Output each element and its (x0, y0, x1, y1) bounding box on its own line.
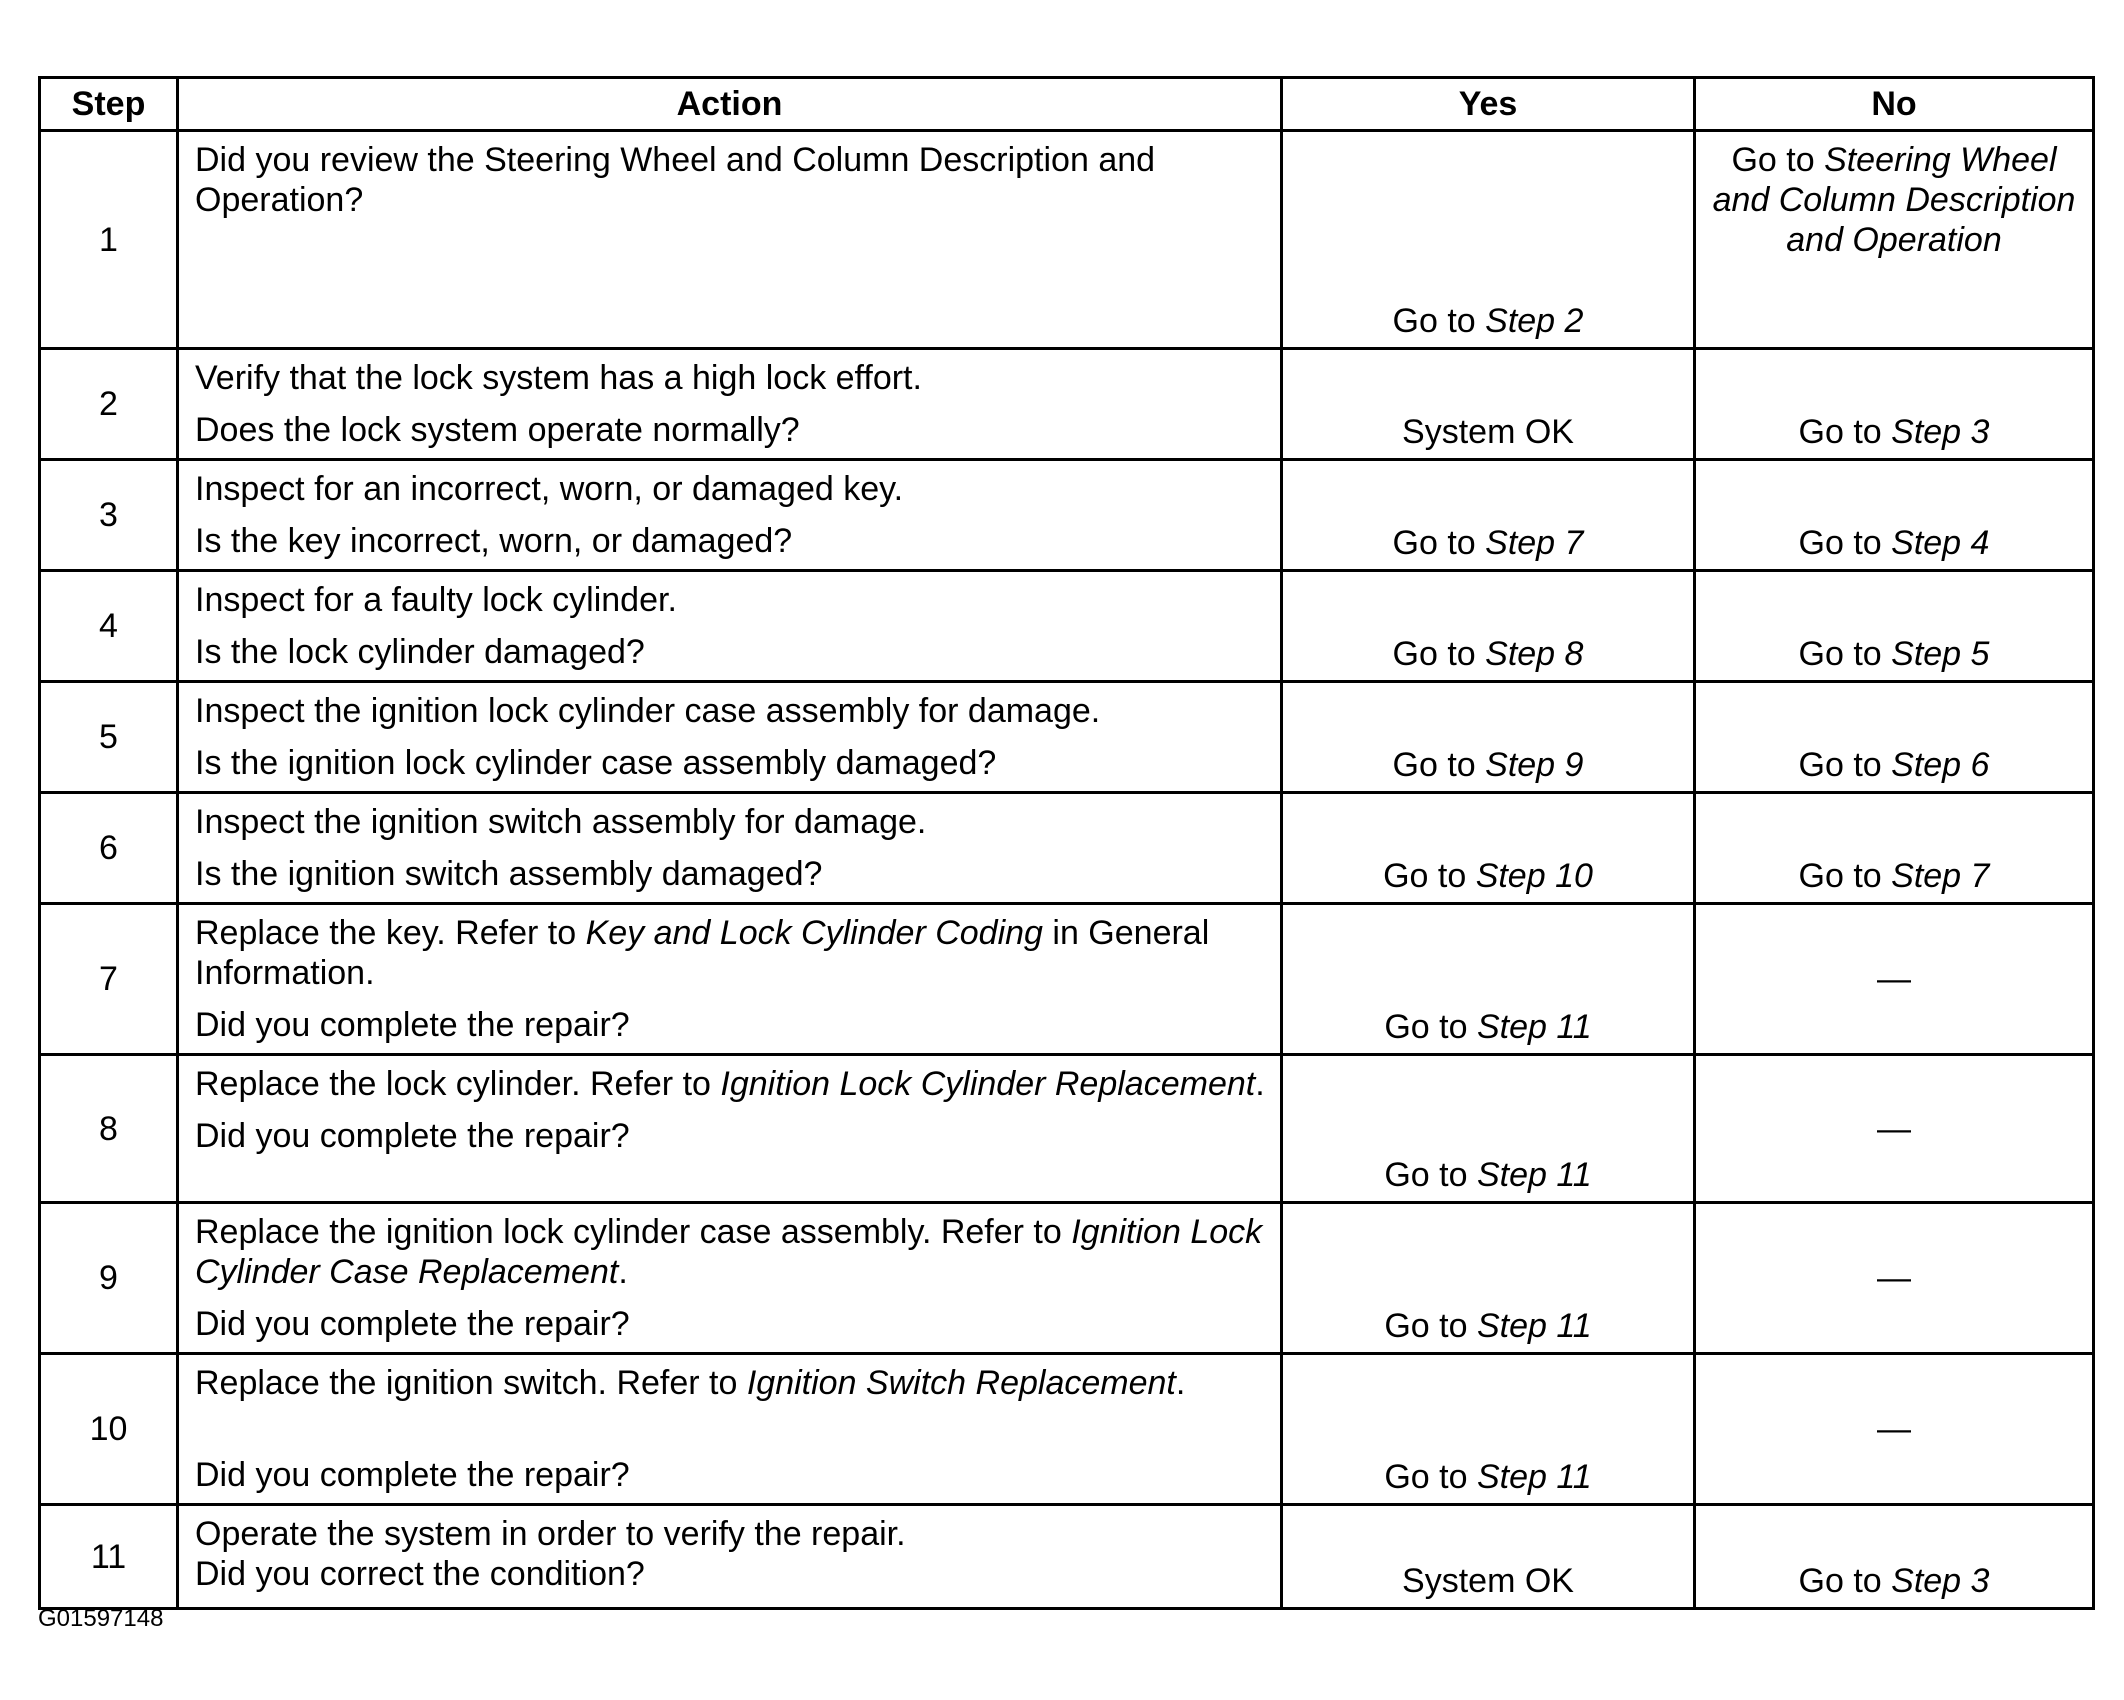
yes-cell (1282, 571, 1695, 682)
action-text: Inspect the ignition switch assembly for damage. (195, 803, 927, 841)
action-text: Inspect for an incorrect, worn, or damaged key. (195, 470, 904, 508)
yes-cell (1282, 682, 1695, 793)
yes-text: Go to (1392, 302, 1486, 340)
no-dash: — (1877, 1259, 1911, 1297)
no-cell (1695, 1505, 2094, 1609)
no-dash: — (1877, 1410, 1911, 1448)
header-row (40, 78, 2094, 131)
no-cell (1695, 131, 2094, 349)
action-text: Inspect for a faulty lock cylinder. (195, 581, 677, 619)
action-question: Did you complete the repair? (195, 1117, 630, 1155)
no-ref: Step 3 (1891, 413, 1990, 451)
no-dash: — (1877, 960, 1911, 998)
action-ref: Ignition Switch Replacement (746, 1364, 1176, 1402)
action-text: Replace the ignition switch. Refer to Ignition Switch Replacement. (195, 1364, 1186, 1402)
no-cell (1695, 793, 2094, 904)
action-ref: Ignition Lock Cylinder Case Replacement (195, 1213, 1263, 1291)
step-number: 9 (40, 1203, 178, 1354)
yes-cell (1282, 1505, 1695, 1609)
step-number: 7 (40, 904, 178, 1055)
no-text: Go to (1731, 141, 1825, 179)
no-ref: Step 6 (1891, 746, 1990, 784)
action-cell (178, 1354, 1282, 1505)
table-row (40, 1203, 2094, 1354)
yes-text: System OK (1402, 1562, 1574, 1600)
yes-cell (1282, 131, 1695, 349)
no-ref: Steering Wheel and Column Description and Operation (1712, 141, 2076, 259)
header-action: Action (178, 78, 1282, 131)
table-row (40, 460, 2094, 571)
no-cell (1695, 682, 2094, 793)
figure-id: G01597148 (38, 1605, 164, 1632)
yes-ref: Step 10 (1475, 857, 1593, 895)
yes-text: Go to (1384, 1307, 1477, 1345)
step-number: 6 (40, 793, 178, 904)
action-text: Replace the lock cylinder. Refer to Ignition Lock Cylinder Replacement. (195, 1065, 1265, 1103)
header-yes: Yes (1282, 78, 1695, 131)
step-number: 8 (40, 1055, 178, 1203)
table-row (40, 904, 2094, 1055)
yes-cell (1282, 1354, 1695, 1505)
step-number: 1 (40, 131, 178, 349)
yes-ref: Step 11 (1476, 1307, 1592, 1345)
action-text: Replace the ignition lock cylinder case assembly. Refer to Ignition Lock Cylinder Case Replacement. (195, 1213, 1263, 1291)
no-ref: Step 7 (1891, 857, 1990, 895)
yes-ref: Step 11 (1476, 1458, 1592, 1496)
action-text: Operate the system in order to verify the repair. (195, 1515, 906, 1553)
no-cell (1695, 1354, 2094, 1505)
step-number: 4 (40, 571, 178, 682)
no-ref: Step 3 (1891, 1562, 1990, 1600)
action-cell (178, 349, 1282, 460)
yes-ref: Step 8 (1485, 635, 1584, 673)
step-number: 10 (40, 1354, 178, 1505)
action-text: Did you review the Steering Wheel and Column Description and (195, 141, 1156, 179)
table-row (40, 793, 2094, 904)
action-question: Is the ignition lock cylinder case assembly damaged? (195, 744, 997, 782)
table-row (40, 1055, 2094, 1203)
yes-text: Go to (1392, 524, 1486, 562)
diagnostic-table (38, 76, 2095, 1610)
step-number: 2 (40, 349, 178, 460)
step-number: 11 (40, 1505, 178, 1609)
yes-text: Go to (1383, 857, 1476, 895)
action-question: Is the lock cylinder damaged? (195, 633, 645, 671)
yes-cell (1282, 349, 1695, 460)
table-row (40, 131, 2094, 349)
action-question: Did you correct the condition? (195, 1555, 645, 1593)
action-text: Verify that the lock system has a high lock effort. (195, 359, 922, 397)
table-row (40, 1505, 2094, 1609)
yes-text: Go to (1392, 746, 1486, 784)
action-question: Does the lock system operate normally? (195, 411, 800, 449)
no-text: Go to (1798, 1562, 1892, 1600)
no-text: Go to (1798, 413, 1892, 451)
table-row (40, 349, 2094, 460)
no-text: Go to (1798, 857, 1892, 895)
action-question: Operation? (195, 181, 364, 219)
no-ref: Step 5 (1891, 635, 1990, 673)
action-cell (178, 682, 1282, 793)
action-cell (178, 131, 1282, 349)
yes-cell (1282, 460, 1695, 571)
action-cell (178, 571, 1282, 682)
yes-ref: Step 11 (1476, 1156, 1592, 1194)
header-no: No (1695, 78, 2094, 131)
yes-cell (1282, 1203, 1695, 1354)
step-number: 3 (40, 460, 178, 571)
no-cell (1695, 349, 2094, 460)
yes-text: Go to (1384, 1008, 1477, 1046)
yes-text: Go to (1384, 1156, 1477, 1194)
yes-cell (1282, 793, 1695, 904)
action-question: Is the key incorrect, worn, or damaged? (195, 522, 793, 560)
table-row (40, 682, 2094, 793)
no-text: Go to (1798, 524, 1892, 562)
action-cell (178, 904, 1282, 1055)
yes-ref: Step 11 (1476, 1008, 1592, 1046)
action-text: Inspect the ignition lock cylinder case assembly for damage. (195, 692, 1101, 730)
action-question: Did you complete the repair? (195, 1305, 630, 1343)
yes-text: Go to (1384, 1458, 1477, 1496)
action-question: Did you complete the repair? (195, 1456, 630, 1494)
no-text: Go to (1798, 746, 1892, 784)
yes-ref: Step 2 (1485, 302, 1584, 340)
action-cell (178, 1203, 1282, 1354)
action-cell (178, 460, 1282, 571)
no-text: Go to (1798, 635, 1892, 673)
action-ref: Key and Lock Cylinder Coding (585, 914, 1043, 952)
action-cell (178, 793, 1282, 904)
no-cell (1695, 904, 2094, 1055)
yes-ref: Step 7 (1485, 524, 1584, 562)
no-cell (1695, 460, 2094, 571)
yes-cell (1282, 1055, 1695, 1203)
action-question: Is the ignition switch assembly damaged? (195, 855, 823, 893)
action-cell (178, 1055, 1282, 1203)
step-number: 5 (40, 682, 178, 793)
action-text: Replace the key. Refer to Key and Lock Cylinder Coding in General Information. (195, 914, 1210, 992)
no-dash: — (1877, 1109, 1911, 1148)
header-step: Step (40, 78, 178, 131)
no-cell (1695, 571, 2094, 682)
yes-text: Go to (1392, 635, 1486, 673)
no-ref: Step 4 (1891, 524, 1990, 562)
table-row (40, 571, 2094, 682)
no-cell (1695, 1055, 2094, 1203)
yes-cell (1282, 904, 1695, 1055)
yes-ref: Step 9 (1485, 746, 1584, 784)
action-ref: Ignition Lock Cylinder Replacement (720, 1065, 1256, 1103)
no-cell (1695, 1203, 2094, 1354)
table-row (40, 1354, 2094, 1505)
action-cell (178, 1505, 1282, 1609)
action-question: Did you complete the repair? (195, 1006, 630, 1044)
yes-text: System OK (1402, 413, 1574, 451)
